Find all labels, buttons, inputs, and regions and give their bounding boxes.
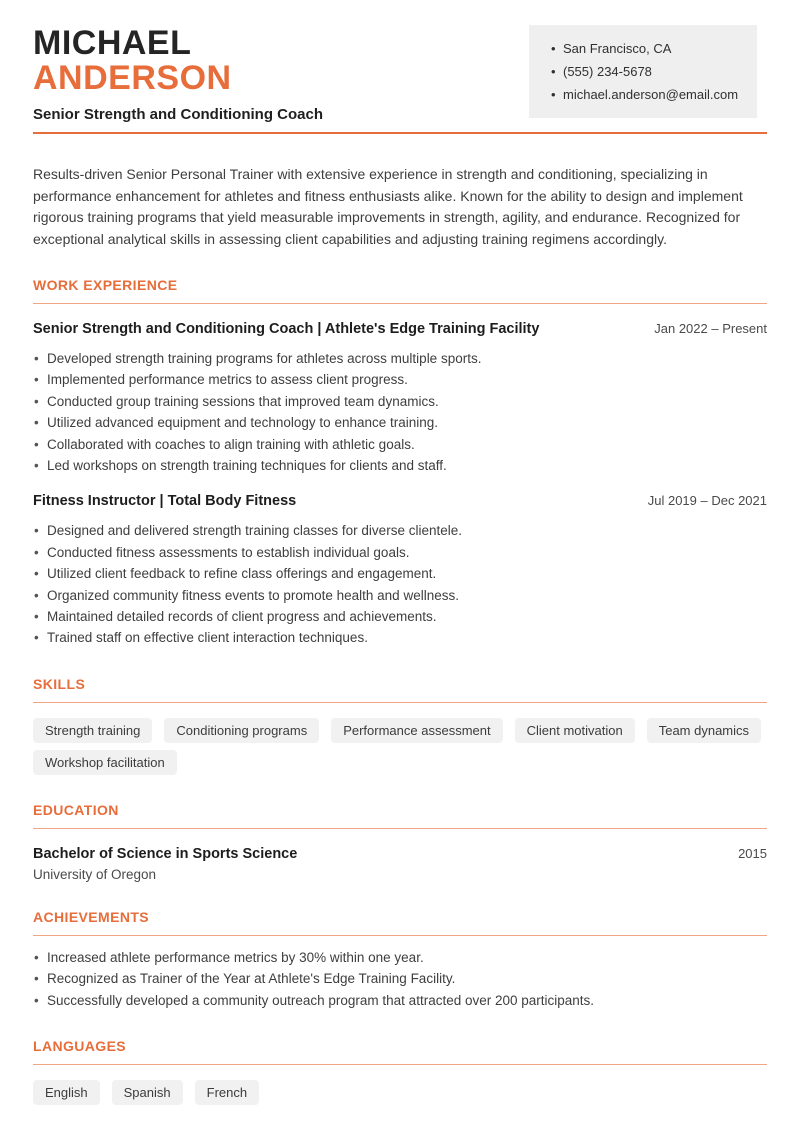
job-headline: Senior Strength and Conditioning Coach xyxy=(33,106,323,123)
language-tag: English xyxy=(33,1080,100,1105)
skill-tag-list xyxy=(33,718,767,775)
job-bullet: • Conducted group training sessions that improved team dynamics. xyxy=(33,391,767,412)
section-title-work: WORK EXPERIENCE xyxy=(33,277,178,293)
job-bullet-list xyxy=(33,348,767,476)
skill-tag: Strength training xyxy=(33,718,152,743)
job-entry xyxy=(33,321,767,476)
job-bullet: • Developed strength training programs for athletes across multiple sports. xyxy=(33,348,767,369)
section-rule xyxy=(33,303,767,304)
graduation-year: 2015 xyxy=(738,845,767,861)
job-header xyxy=(33,493,767,509)
skill-tag: Workshop facilitation xyxy=(33,750,177,775)
first-name: MICHAEL xyxy=(33,24,192,62)
contact-item: • michael.anderson@email.com xyxy=(551,83,749,106)
job-bullet: • Designed and delivered strength training classes for diverse clientele. xyxy=(33,520,767,541)
contact-card xyxy=(529,25,757,118)
section-rule xyxy=(33,1064,767,1065)
achievement-bullet: • Recognized as Trainer of the Year at Athlete's Edge Training Facility. xyxy=(33,968,767,989)
job-entry xyxy=(33,493,767,648)
education-header xyxy=(33,846,767,862)
skill-tag: Performance assessment xyxy=(331,718,502,743)
job-bullet: • Collaborated with coaches to align training with athletic goals. xyxy=(33,434,767,455)
job-bullet: • Implemented performance metrics to assess client progress. xyxy=(33,369,767,390)
skill-tag: Client motivation xyxy=(515,718,635,743)
section-achievements xyxy=(33,909,767,1011)
language-tag: French xyxy=(195,1080,259,1105)
job-title: Fitness Instructor | Total Body Fitness xyxy=(33,493,297,510)
achievement-list xyxy=(33,947,767,1011)
job-bullet: • Utilized client feedback to refine class offerings and engagement. xyxy=(33,563,767,584)
degree-title: Bachelor of Science in Sports Science xyxy=(33,845,298,862)
job-title: Senior Strength and Conditioning Coach | Athlete's Edge Training Facility xyxy=(33,321,540,337)
resume-header xyxy=(33,0,767,123)
job-header xyxy=(33,321,767,337)
language-tag: Spanish xyxy=(112,1080,183,1105)
job-dates: Jul 2019 – Dec 2021 xyxy=(647,493,767,509)
achievement-bullet: • Successfully developed a community outreach program that attracted over 200 participants. xyxy=(33,990,767,1011)
section-title-achievements: ACHIEVEMENTS xyxy=(33,908,150,925)
job-bullet: • Organized community fitness events to promote health and wellness. xyxy=(33,585,767,606)
section-languages xyxy=(33,1038,767,1105)
job-dates: Jan 2022 – Present xyxy=(654,321,767,336)
job-bullet: • Trained staff on effective client interaction techniques. xyxy=(33,627,767,648)
resume-page xyxy=(0,0,800,134)
section-rule xyxy=(33,702,767,703)
contact-list xyxy=(529,37,749,106)
section-title-languages: LANGUAGES xyxy=(33,1038,127,1055)
school-name: University of Oregon xyxy=(33,866,157,882)
contact-item: • (555) 234-5678 xyxy=(551,60,749,83)
section-title-education: EDUCATION xyxy=(33,801,119,818)
section-rule xyxy=(33,828,767,829)
skill-tag: Team dynamics xyxy=(647,718,761,743)
summary-paragraph: Results-driven Senior Personal Trainer with extensive experience in strength and conditioning, specializing in performance enhancement for athletes and fitness enthusiasts alike. Known for the ability to design and implement rigorous training programs that yield measurable improvements in strength, agility, and endurance. Recognized for exceptional analytical skills in assessing client capabilities and adjusting training regimens accordingly. xyxy=(33,166,743,247)
section-skills xyxy=(33,676,767,775)
section-work-experience xyxy=(33,277,767,649)
skill-tag: Conditioning programs xyxy=(164,718,319,743)
language-tag-list xyxy=(33,1080,767,1105)
job-bullet: • Utilized advanced equipment and technology to enhance training. xyxy=(33,412,767,433)
achievement-bullet: • Increased athlete performance metrics by 30% within one year. xyxy=(33,947,767,968)
section-rule xyxy=(33,935,767,936)
contact-item: • San Francisco, CA xyxy=(551,37,749,60)
job-bullet: • Maintained detailed records of client progress and achievements. xyxy=(33,606,767,627)
job-bullet-list xyxy=(33,520,767,648)
section-title-skills: SKILLS xyxy=(33,675,86,692)
job-bullet: • Led workshops on strength training techniques for clients and staff. xyxy=(33,455,767,476)
section-education xyxy=(33,802,767,882)
last-name: ANDERSON xyxy=(33,59,232,97)
job-bullet: • Conducted fitness assessments to establish individual goals. xyxy=(33,542,767,563)
header-divider xyxy=(33,132,767,134)
